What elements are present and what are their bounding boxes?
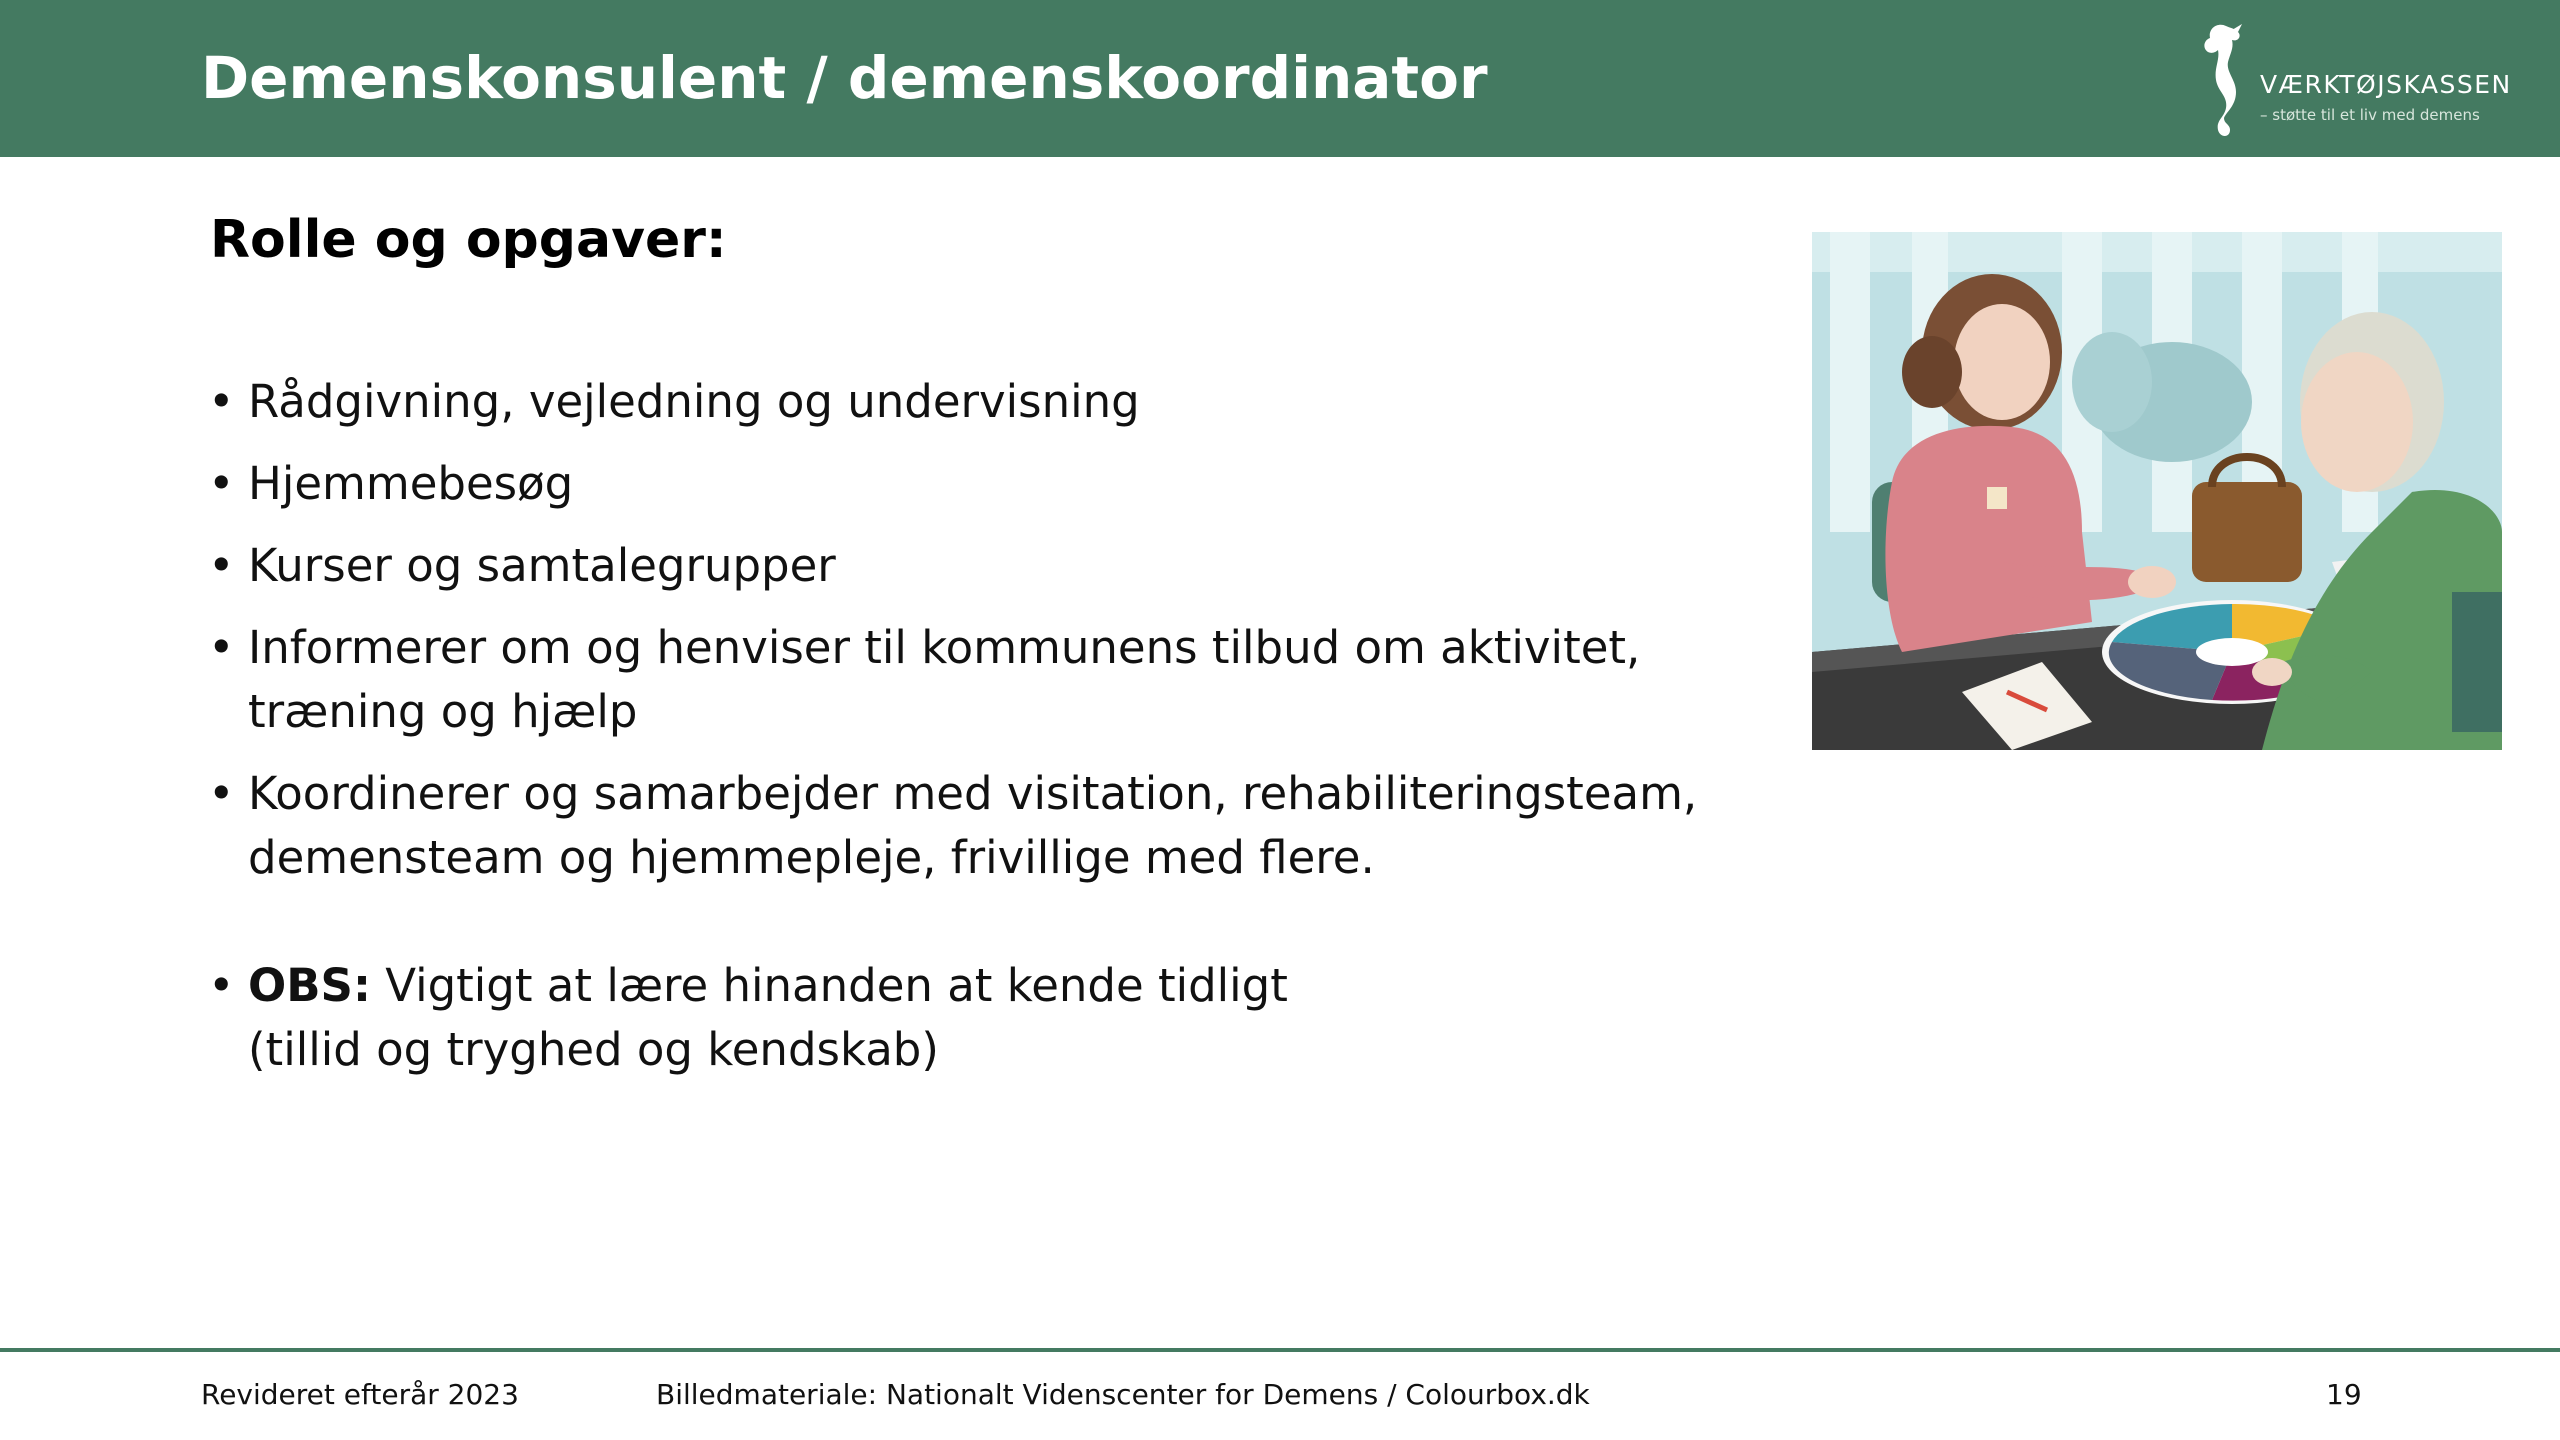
- vaerktojskassen-logo: [2196, 20, 2536, 142]
- image-credits: Billedmateriale: Nationalt Videnscenter for Demens / Colourbox.dk: [656, 1378, 1590, 1411]
- logo-tagline: – støtte til et liv med demens: [2260, 106, 2480, 124]
- bullet-list: [208, 370, 1768, 1100]
- bullet-item: • Informerer om og henviser til kommunens tilbud om aktivitet, træning og hjælp: [208, 616, 1768, 744]
- obs-text-2: (tillid og tryghed og kendskab): [248, 1023, 939, 1076]
- bullet-item: • Hjemmebesøg: [208, 452, 1768, 516]
- page-number: 19: [2326, 1378, 2362, 1411]
- bullet-item: • Koordinerer og samarbejder med visitation, rehabiliteringsteam, demensteam og hjemmepleje, frivillige med flere.: [208, 762, 1768, 890]
- bullet-item: • Rådgivning, vejledning og undervisning: [208, 370, 1768, 434]
- slide-title: Demenskonsulent / demenskoordinator: [201, 44, 1488, 112]
- obs-text: Vigtigt at lære hinanden at kende tidligt: [370, 959, 1288, 1012]
- revision-date: Revideret efterår 2023: [201, 1378, 519, 1411]
- header-bar: [0, 0, 2560, 157]
- consultation-illustration: [1812, 232, 2502, 750]
- obs-label: OBS:: [248, 959, 371, 1012]
- logo-name: VÆRKTØJSKASSEN: [2260, 70, 2512, 99]
- section-heading: Rolle og opgaver:: [210, 210, 727, 270]
- footer-rule: [0, 1348, 2560, 1352]
- seahorse-icon: [2196, 20, 2256, 142]
- bullet-item: • Kurser og samtalegrupper: [208, 534, 1768, 598]
- bullet-item-obs: [208, 954, 1768, 1082]
